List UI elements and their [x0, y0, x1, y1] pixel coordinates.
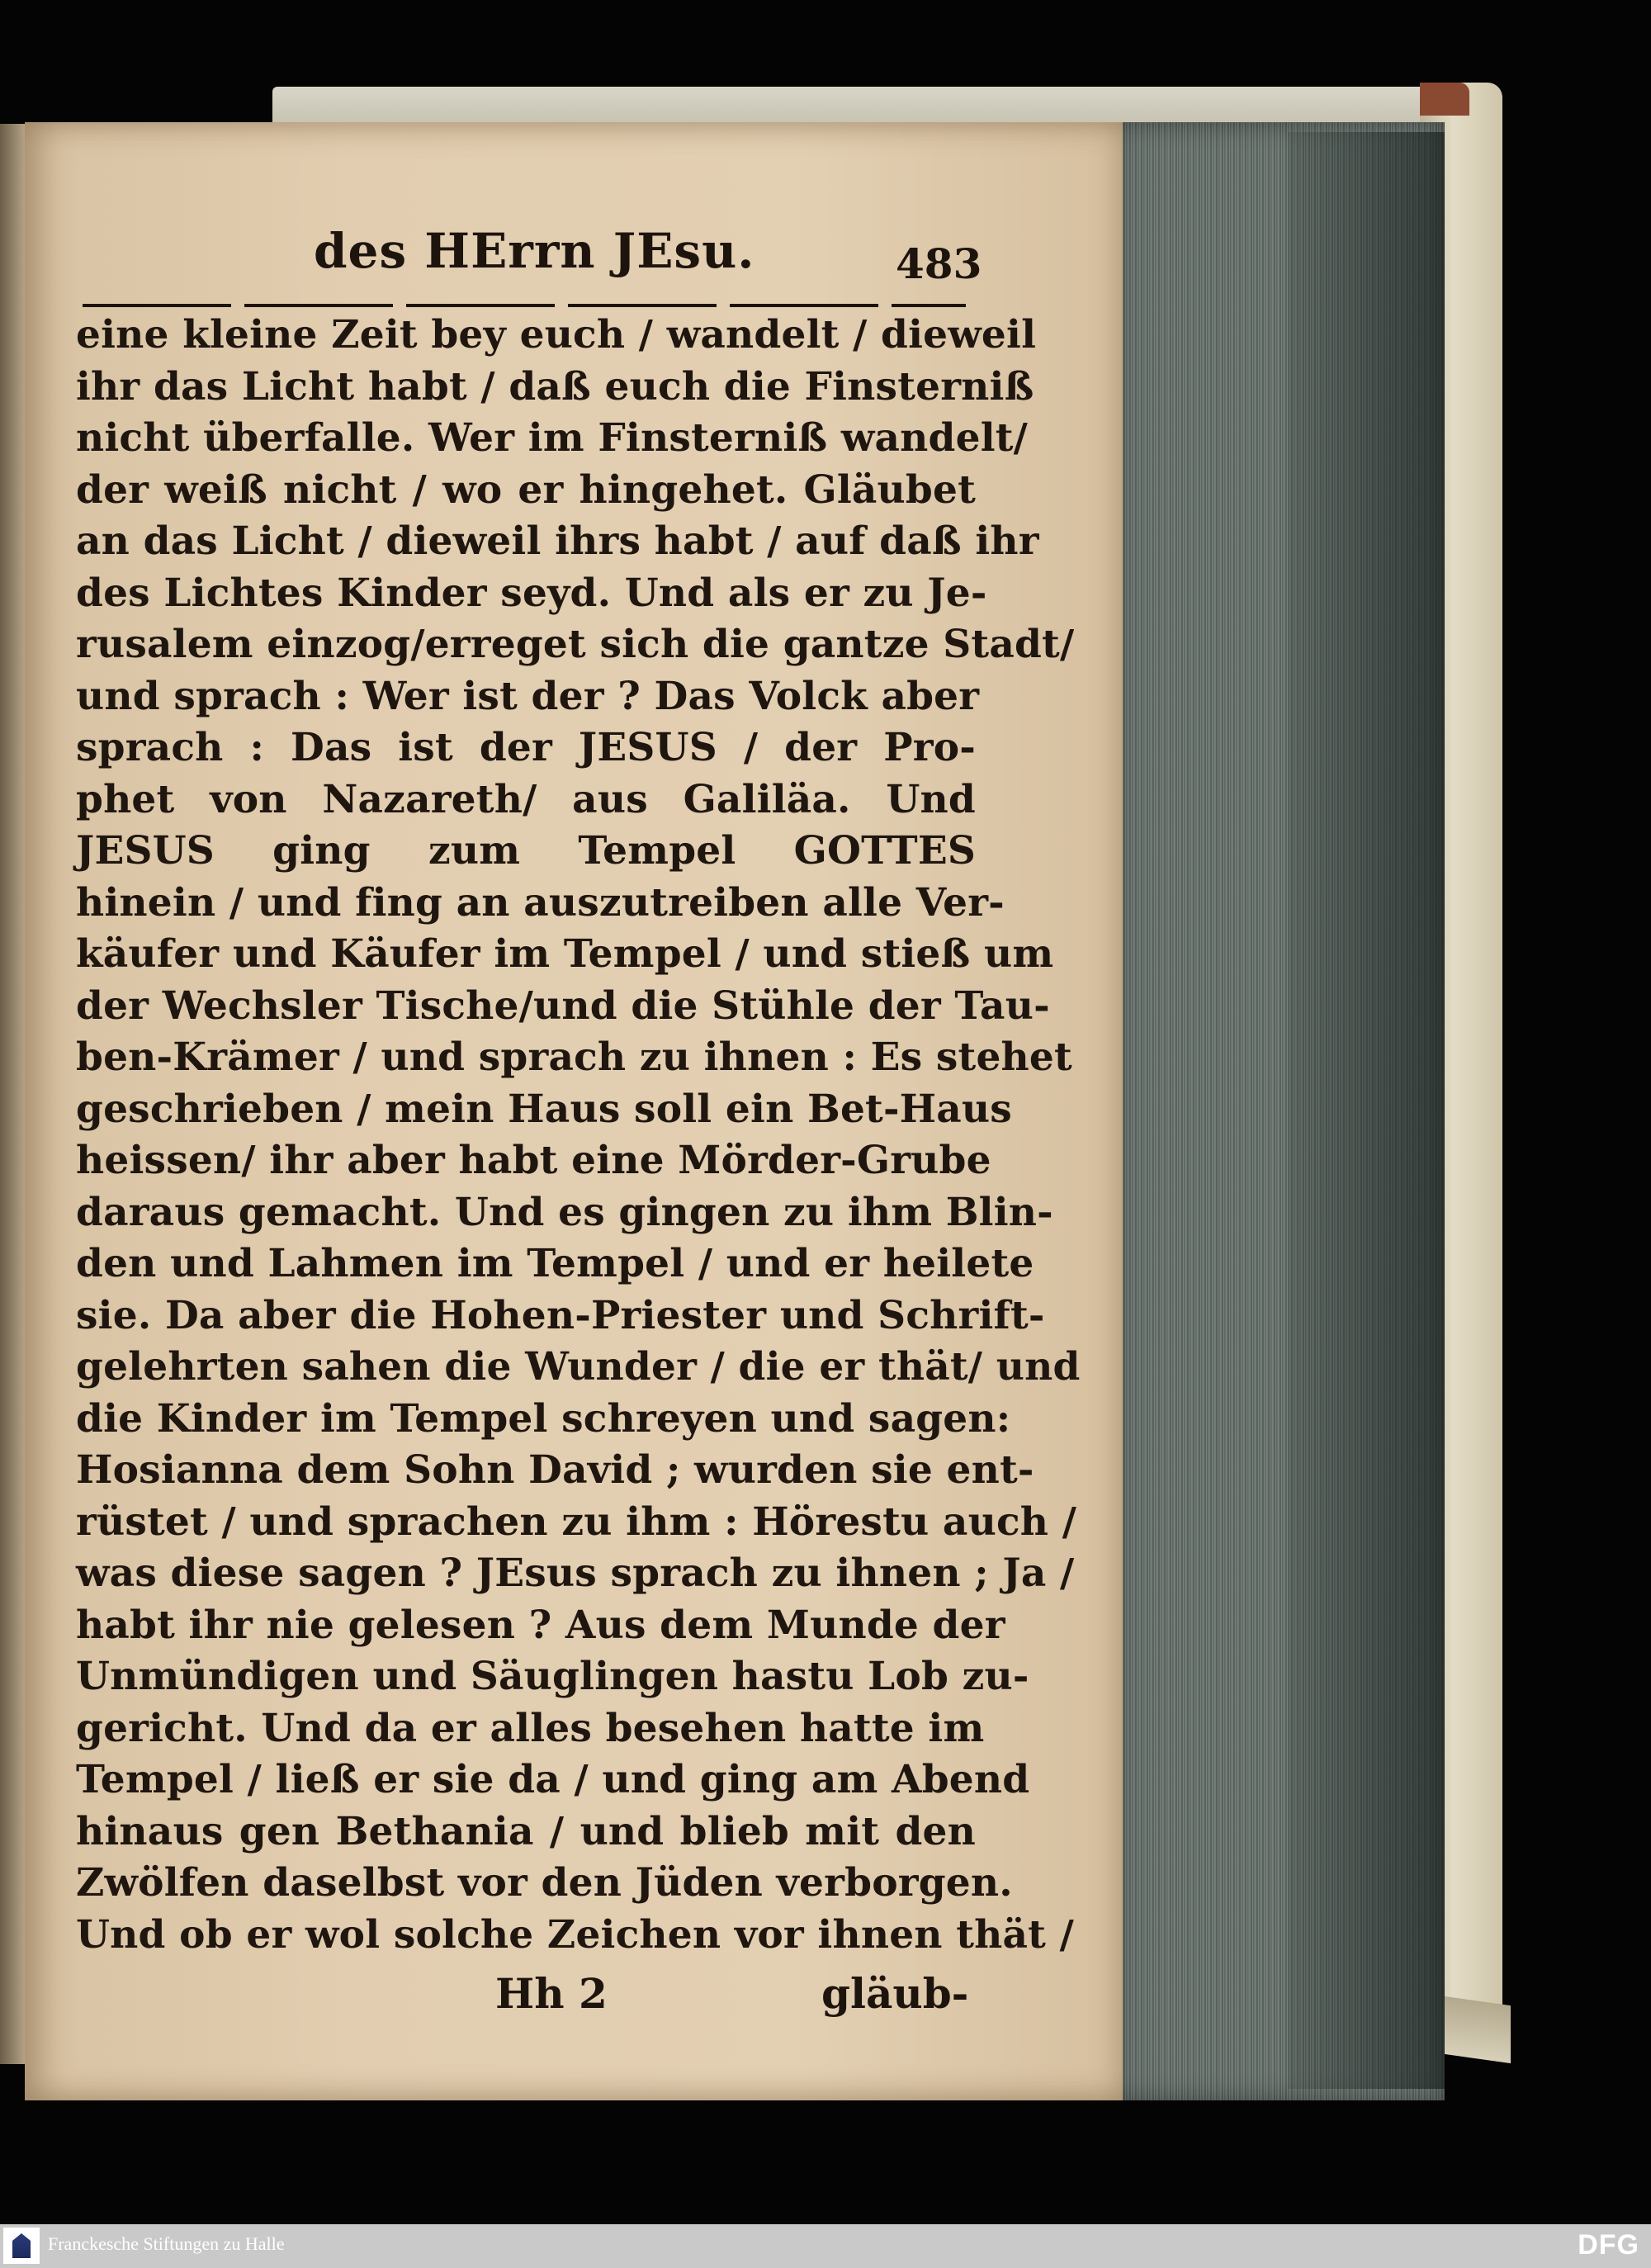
text-line: der weiß nicht / wo er hingehet. Gläubet — [76, 466, 976, 513]
text-line: ben-Krämer / und sprach zu ihnen : Es stehet — [76, 1035, 1072, 1080]
footer-bar — [0, 2224, 1651, 2268]
text-line: Tempel / ließ er sie da / und ging am Abend — [76, 1757, 1030, 1802]
logo-mark — [12, 2233, 31, 2258]
text-line: käufer und Käufer im Tempel / und stieß um — [76, 931, 1054, 977]
text-line: geschrieben / mein Haus soll ein Bet-Haus — [76, 1086, 1012, 1132]
text-line: JESUS ging zum Tempel GOTTES — [76, 828, 976, 874]
text-line: und sprach : Wer ist der ? Das Volck aber — [76, 673, 980, 719]
text-line: an das Licht / dieweil ihrs habt / auf daß ihr — [76, 518, 1039, 564]
text-line: gericht. Und da er alles besehen hatte im — [76, 1705, 985, 1751]
text-line: gelehrten sahen die Wunder / die er thät/ und — [76, 1344, 1081, 1390]
text-line: heissen/ ihr aber habt eine Mörder-Grube — [76, 1138, 991, 1183]
text-line: sprach : Das ist der JESUS / der Pro- — [76, 725, 976, 770]
francke-foundation-logo-icon[interactable] — [3, 2228, 40, 2264]
text-line: Zwölfen daselbst vor den Jüden verborgen. — [76, 1860, 1013, 1906]
dfg-badge[interactable]: DFG — [1578, 2229, 1639, 2261]
signature-mark: Hh 2 — [495, 1969, 608, 2018]
running-head: des HErrn JEsu. — [314, 223, 755, 279]
text-line: ihr das Licht habt / daß euch die Finsterniß — [76, 363, 1034, 410]
text-line: den und Lahmen im Tempel / und er heilete — [76, 1241, 1034, 1286]
catchword: gläub- — [821, 1969, 969, 2018]
text-line: des Lichtes Kinder seyd. Und als er zu Je- — [76, 570, 987, 616]
text-line: daraus gemacht. Und es gingen zu ihm Blin- — [76, 1189, 1053, 1235]
text-line: hinein / und fing an auszutreiben alle Ver- — [76, 879, 1005, 926]
page-number: 483 — [896, 239, 982, 288]
text-line: habt ihr nie gelesen ? Aus dem Munde der — [76, 1602, 1005, 1648]
footer-institution-name[interactable]: Franckesche Stiftungen zu Halle — [48, 2233, 285, 2254]
text-line: eine kleine Zeit bey euch / wandelt / dieweil — [76, 312, 1037, 357]
cover-corner-leather — [1420, 83, 1469, 116]
text-line: nicht überfalle. Wer im Finsterniß wandelt/ — [76, 415, 1029, 461]
text-line: Und ob er wol solche Zeichen vor ihnen thät / — [76, 1911, 1075, 1958]
text-line: sie. Da aber die Hohen-Priester und Schrift- — [76, 1292, 1045, 1338]
page-body-text — [76, 310, 1081, 1961]
page-stack-shadow — [1288, 132, 1445, 2089]
text-line: phet von Nazareth/ aus Galiläa. Und — [76, 776, 976, 822]
text-line: was diese sagen ? JEsus sprach zu ihnen ; Ja / — [76, 1551, 1075, 1596]
text-line: Hosianna dem Sohn David ; wurden sie ent- — [76, 1447, 1034, 1493]
text-line: hinaus gen Bethania / und blieb mit den — [76, 1808, 976, 1854]
text-line: rüstet / und sprachen zu ihm : Hörestu auch / — [76, 1499, 1077, 1545]
text-line: Unmündigen und Säuglingen hastu Lob zu- — [76, 1654, 1029, 1699]
text-line: der Wechsler Tische/und die Stühle der Tau- — [76, 982, 1050, 1029]
text-line: die Kinder im Tempel schreyen und sagen: — [76, 1395, 1011, 1442]
head-rule — [83, 304, 966, 307]
text-line: rusalem einzog/erreget sich die gantze Stadt/ — [76, 622, 1075, 667]
